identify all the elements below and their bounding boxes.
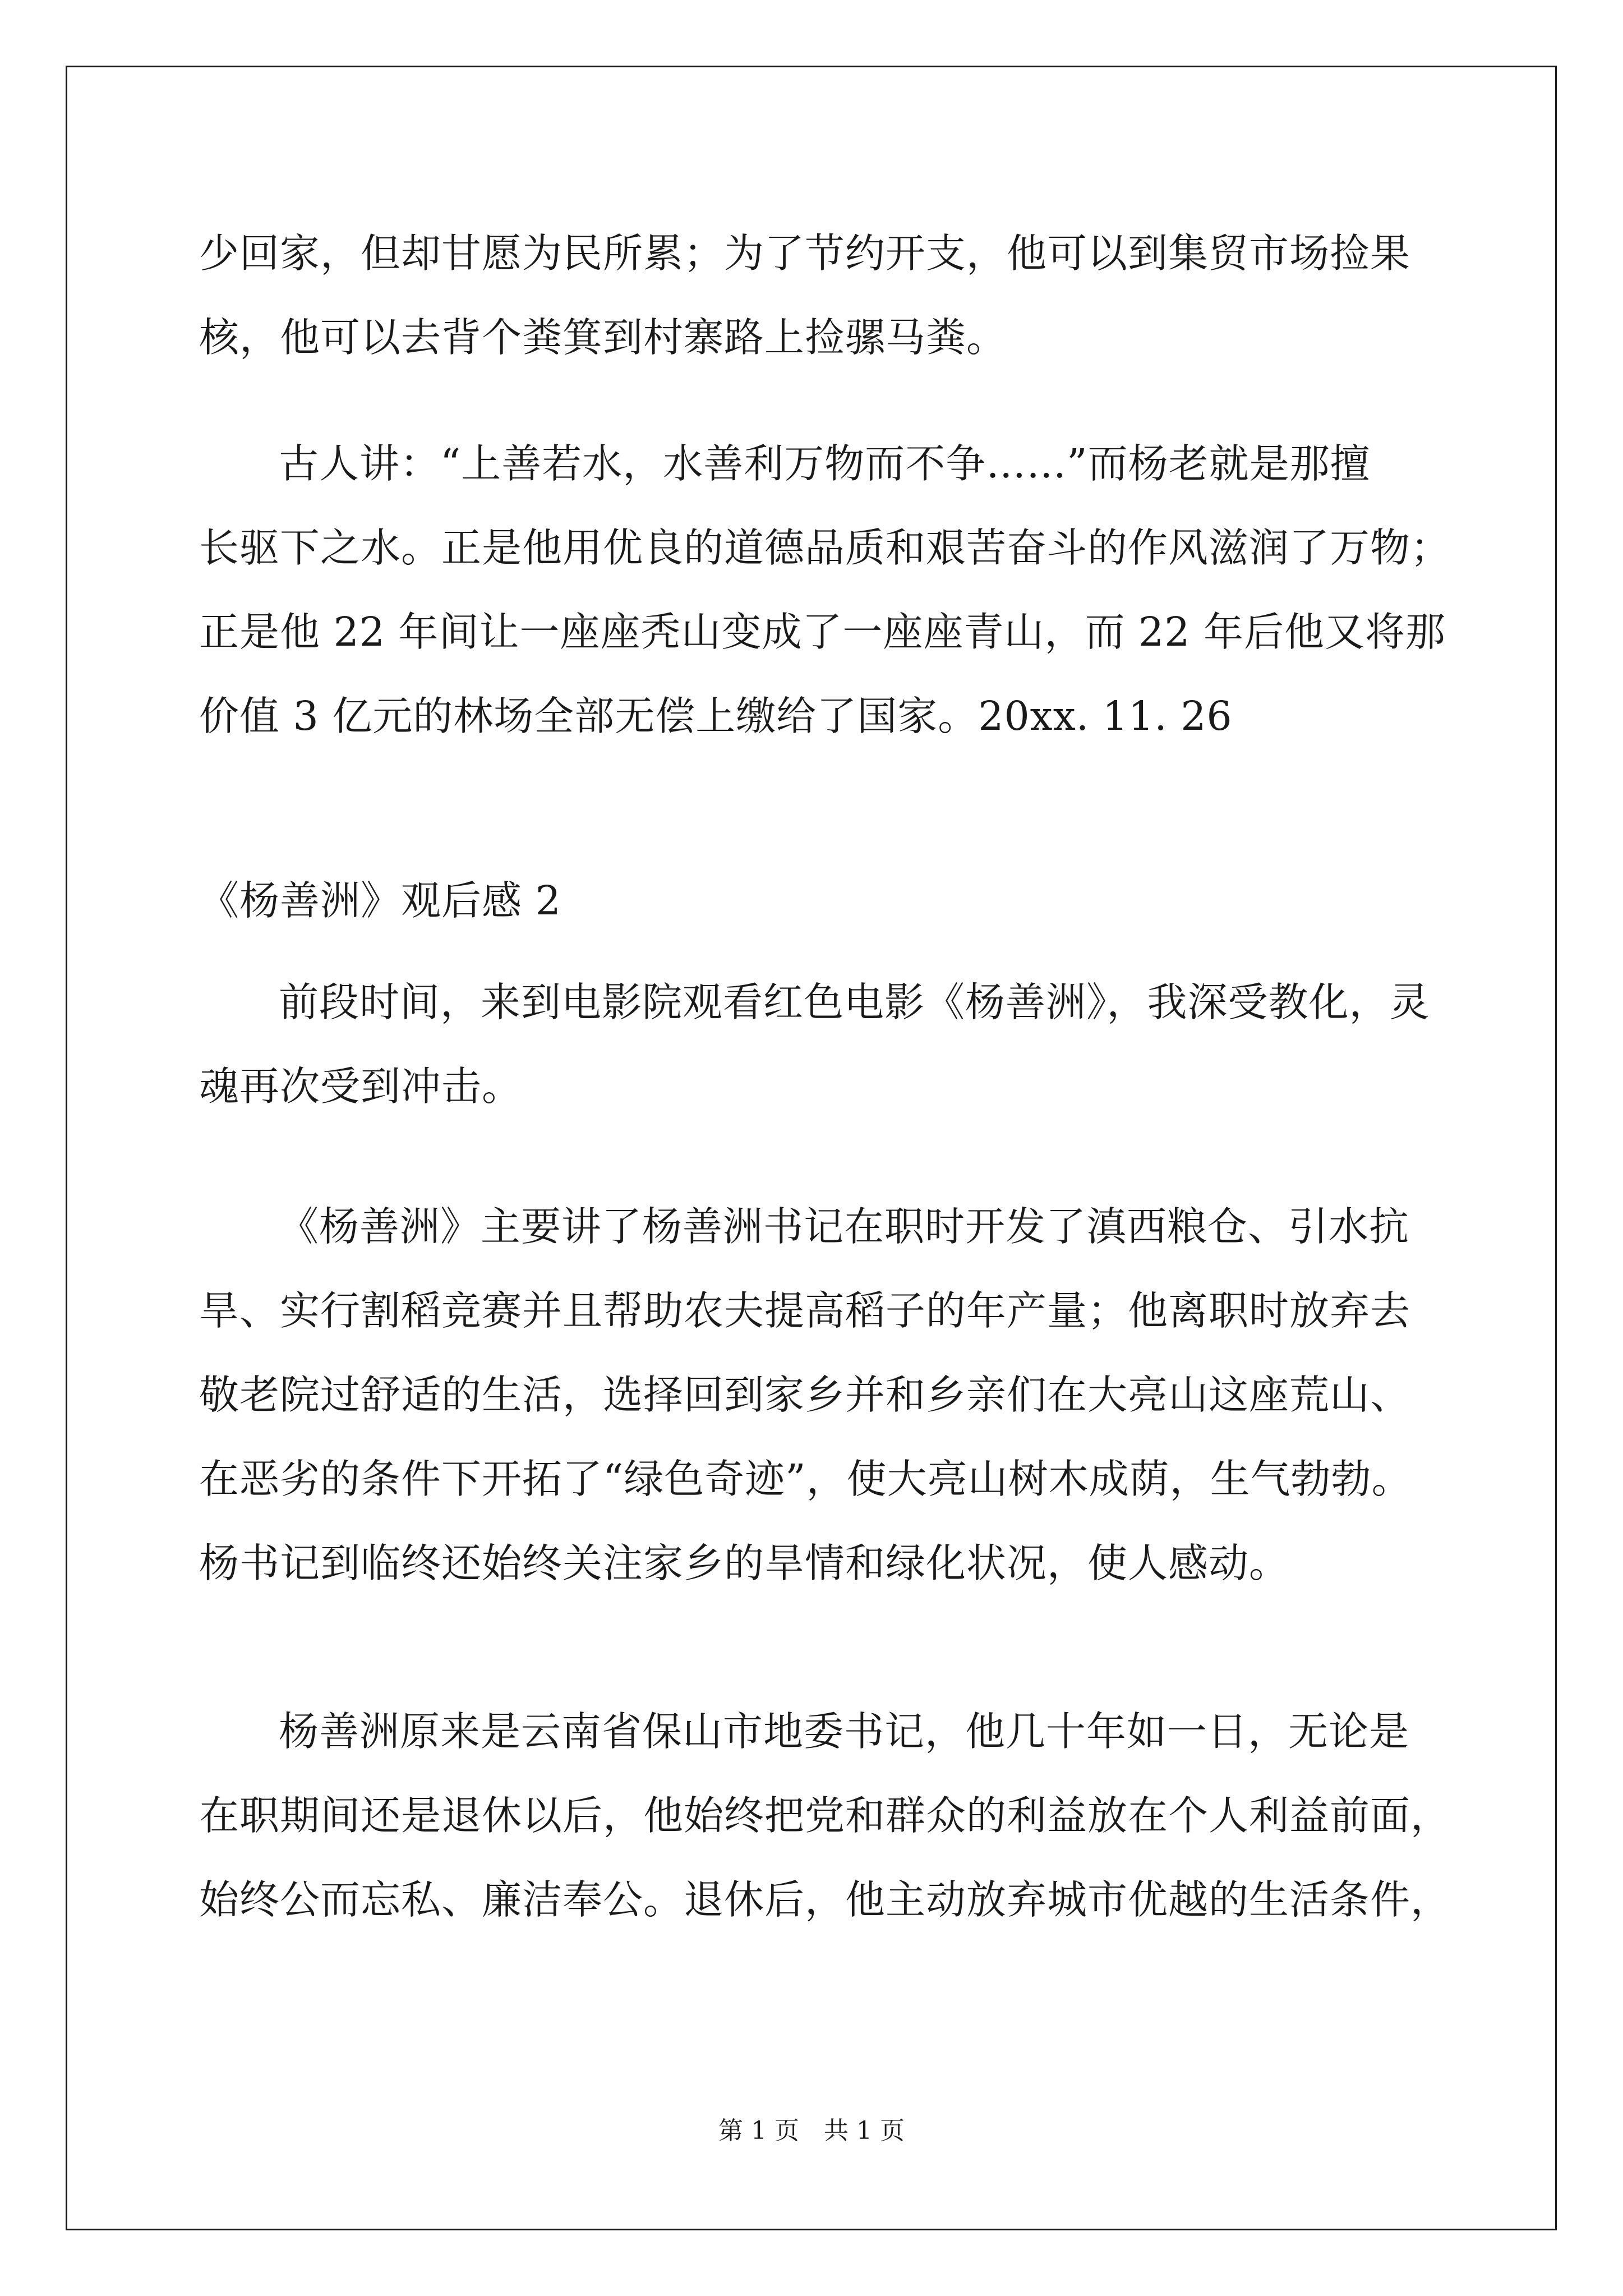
paragraph-continuation: 少回家，但却甘愿为民所累；为了节约开支，他可以到集贸市场捡果 核，他可以去背个粪箕到村寨路上捡骡马粪。 (199, 230, 1411, 361)
page-footer: 第 1 页 共 1 页 (718, 2116, 905, 2145)
paragraph-summary: 《杨善洲》主要讲了杨善洲书记在职时开发了滇西粮仓、引水抗 旱、实行割稻竞赛并且帮助农夫提高稻子的年产量；他离职时放弃去 敬老院过舒适的生活，选择回到家乡并和乡亲们在大亮山这座荒山、 在恶劣的条件下开拓了“绿色奇迹”，使大亮山树木成荫，生气勃勃。 杨书记到临终还始终关注家乡的旱情和绿化状况，使人感动。 (199, 1203, 1412, 1586)
paragraph-biography: 杨善洲原来是云南省保山市地委书记，他几十年如一日，无论是 在职期间还是退休以后，他始终把党和群众的利益放在个人利益前面， 始终公而忘私、廉洁奉公。退休后，他主动放弃城市优越的生活条件， (199, 1708, 1451, 1923)
section-heading: 《杨善洲》观后感 2 (199, 877, 561, 924)
paragraph-quote: 古人讲：“上善若水，水善利万物而不争……”而杨老就是那擅 长驱下之水。正是他用优良的道德品质和艰苦奋斗的作风滋润了万物； 正是他 22 年间让一座座秃山变成了一座座青山，而 22 年后他又将那 价值 3 亿元的林场全部无偿上缴给了国家。20xx. 11. 26 (199, 440, 1451, 739)
paragraph-intro: 前段时间，来到电影院观看红色电影《杨善洲》，我深受教化，灵 魂再次受到冲击。 (199, 979, 1430, 1110)
